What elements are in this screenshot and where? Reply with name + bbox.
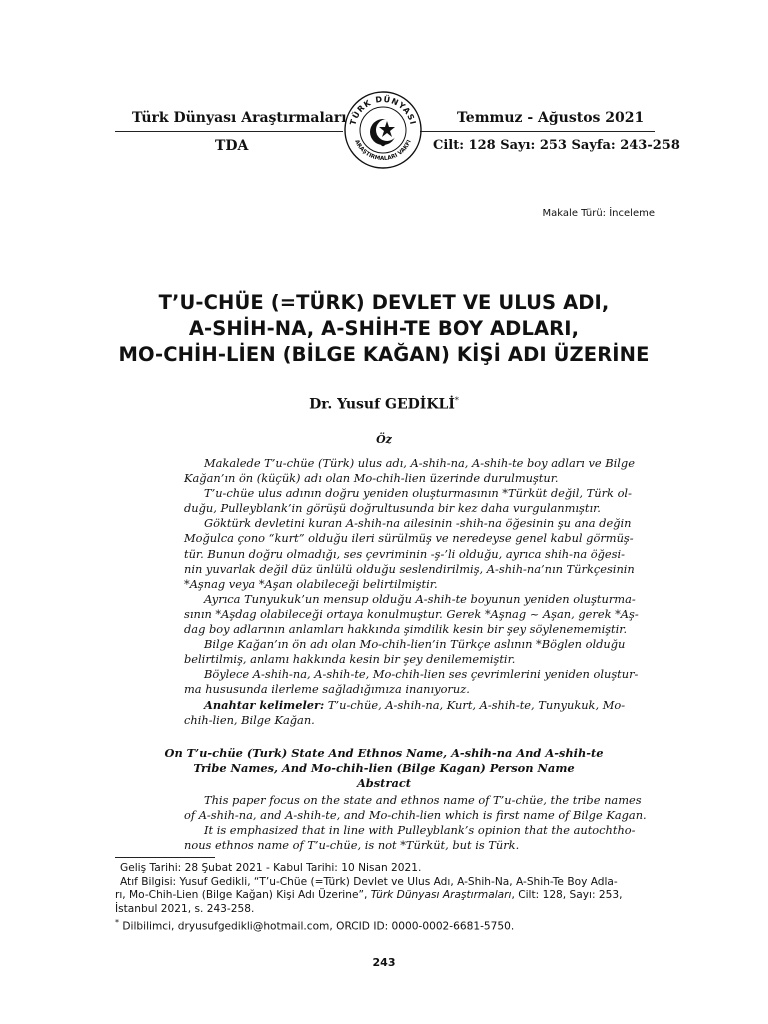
svg-text:ARAŞTIRMALARI VAKFI: ARAŞTIRMALARI VAKFI: [353, 139, 413, 163]
abstract-line: duğu, Pulleyblank’in görüşü doğrultusunda bir kez daha vurgulanmıştır.: [184, 501, 601, 516]
foundation-logo: [343, 90, 423, 170]
author-name: Dr. Yusuf GEDİKLİ: [309, 396, 455, 413]
issue-info: Cilt: 128 Sayı: 253 Sayfa: 243-258: [433, 138, 680, 153]
abstract-line: belirtilmiş, anlamı hakkında kesin bir şey denilememiştir.: [184, 652, 516, 667]
abstract-line: sının *Aşdag olabileceği ortaya konulmuştur. Gerek *Aşnag ~ Aşan, gerek *Aş-: [184, 606, 639, 621]
svg-text:TÜRK DÜNYASI: TÜRK DÜNYASI: [348, 94, 418, 127]
journal-name: Türk Dünyası Araştırmaları: [132, 110, 347, 126]
abstract-line: This paper focus on the state and ethnos name of T’u-chüe, the tribe names: [204, 793, 642, 807]
footnote-rule: [115, 857, 215, 858]
abstract-en: [184, 793, 647, 853]
title-line: T’U-CHÜE (=TÜRK) DEVLET VE ULUS ADI,: [158, 291, 610, 314]
footnote-citation: İstanbul 2021, s. 243-258.: [115, 902, 255, 915]
footnote-citation: Atıf Bilgisi: Yusuf Gedikli, “T’u-Chüe (=Türk) Devlet ve Ulus Adı, A-Shih-Na, A-Shih-Te Boy Adla-: [120, 875, 618, 888]
english-title-line: On T’u-chüe (Turk) State And Ethnos Name, A-shih-na And A-shih-te: [164, 746, 604, 760]
title-line: MO-CHİH-LİEN (BİLGE KAĞAN) KİŞİ ADI ÜZERİNE: [118, 343, 650, 366]
keywords-line: [184, 698, 632, 713]
author: [0, 396, 768, 413]
footnote-author: * Dilbilimci, dryusufgedikli@hotmail.com, ORCID ID: 0000-0002-6681-5750.: [115, 918, 515, 933]
abstract-line: tür. Bunun doğru olmadığı, ses çevriminin -ş-’li olduğu, ayrıca shih-na öğesi-: [184, 546, 625, 561]
footnote-dates: Geliş Tarihi: 28 Şubat 2021 - Kabul Tarihi: 10 Nisan 2021.: [120, 862, 422, 874]
issue-date: Temmuz - Ağustos 2021: [457, 110, 645, 126]
author-footnote-mark: *: [454, 396, 459, 405]
english-title: [0, 746, 768, 791]
abstract-line: *Aşnag veya *Aşan olabileceği belirtilmiştir.: [184, 576, 438, 591]
abstract-line: Göktürk devletini kuran A-shih-na ailesinin -shih-na öğesinin şu ana değin: [204, 516, 632, 531]
abstract-line: nin yuvarlak değil düz ünlülü olduğu seslendirilmiş, A-shih-na’nın Türkçesinin: [184, 561, 635, 576]
title-line: A-SHİH-NA, A-SHİH-TE BOY ADLARI,: [188, 317, 580, 340]
abstract-line: Böylece A-shih-na, A-shih-te, Mo-chih-lien ses çevrimlerini yeniden oluştur-: [204, 667, 639, 682]
header-rule-right: [420, 131, 655, 132]
abstract-line: Bilge Kağan’ın ön adı olan Mo-chih-lien’in Türkçe aslının *Böglen olduğu: [204, 637, 626, 652]
abstract-line: It is emphasized that in line with Pulleyblank’s opinion that the autochtho-: [204, 823, 636, 838]
footnote-mark: *: [115, 918, 119, 927]
footnote-citation: rı, Mo-Chih-Lien (Bilge Kağan) Kişi Adı Üzerine”, Türk Dünyası Araştırmaları, Cilt: 128, Sayı: 253,: [115, 889, 623, 901]
abstract-line: Kağan’ın ön (küçük) adı olan Mo-chih-lien üzerinde durulmuştur.: [184, 471, 559, 486]
abstract-line: nous ethnos name of T’u-chüe, is not *Türküt, but is Türk.: [184, 838, 520, 853]
abstract-line: of A-shih-na, and A-shih-te, and Mo-chih-lien which is first name of Bilge Kagan.: [184, 808, 647, 823]
header-rule-left: [115, 131, 343, 132]
keywords: T’u-chüe, A-shih-na, Kurt, A-shih-te, Tunyukuk, Mo-: [324, 697, 626, 712]
keywords-line: chih-lien, Bilge Kağan.: [184, 712, 315, 727]
abstract-heading-en: Abstract: [356, 776, 412, 791]
abstract-heading-tr: Öz: [376, 433, 392, 446]
abstract-line: Ayrıca Tunyukuk’un mensup olduğu A-shih-te boyunun yeniden oluşturma-: [204, 591, 636, 606]
abstract-line: Makalede T’u-chüe (Türk) ulus adı, A-shih-na, A-shih-te boy adları ve Bilge: [204, 456, 635, 470]
english-title-line: Tribe Names, And Mo-chih-lien (Bilge Kagan) Person Name: [193, 761, 575, 776]
abstract-line: dag boy adlarının anlamları hakkında şimdilik kesin bir şey söylenememiştir.: [184, 622, 628, 637]
abstract-line: ma hususunda ilerleme sağladığımıza inanıyoruz.: [184, 682, 470, 697]
journal-abbr: TDA: [215, 138, 249, 154]
abstract-tr: [184, 456, 639, 728]
page-number: 243: [372, 956, 396, 969]
abstract-line: Moğulca çono “kurt” olduğu ileri sürülmüş ve neredeyse genel kabul görmüş-: [184, 531, 634, 546]
article-title: [0, 290, 768, 368]
footnotes: [115, 862, 660, 934]
keywords-label: Anahtar kelimeler:: [204, 697, 325, 712]
article-type: Makale Türü: İnceleme: [542, 208, 655, 219]
abstract-line: T’u-chüe ulus adının doğru yeniden oluşturmasının *Türküt değil, Türk ol-: [204, 486, 632, 501]
